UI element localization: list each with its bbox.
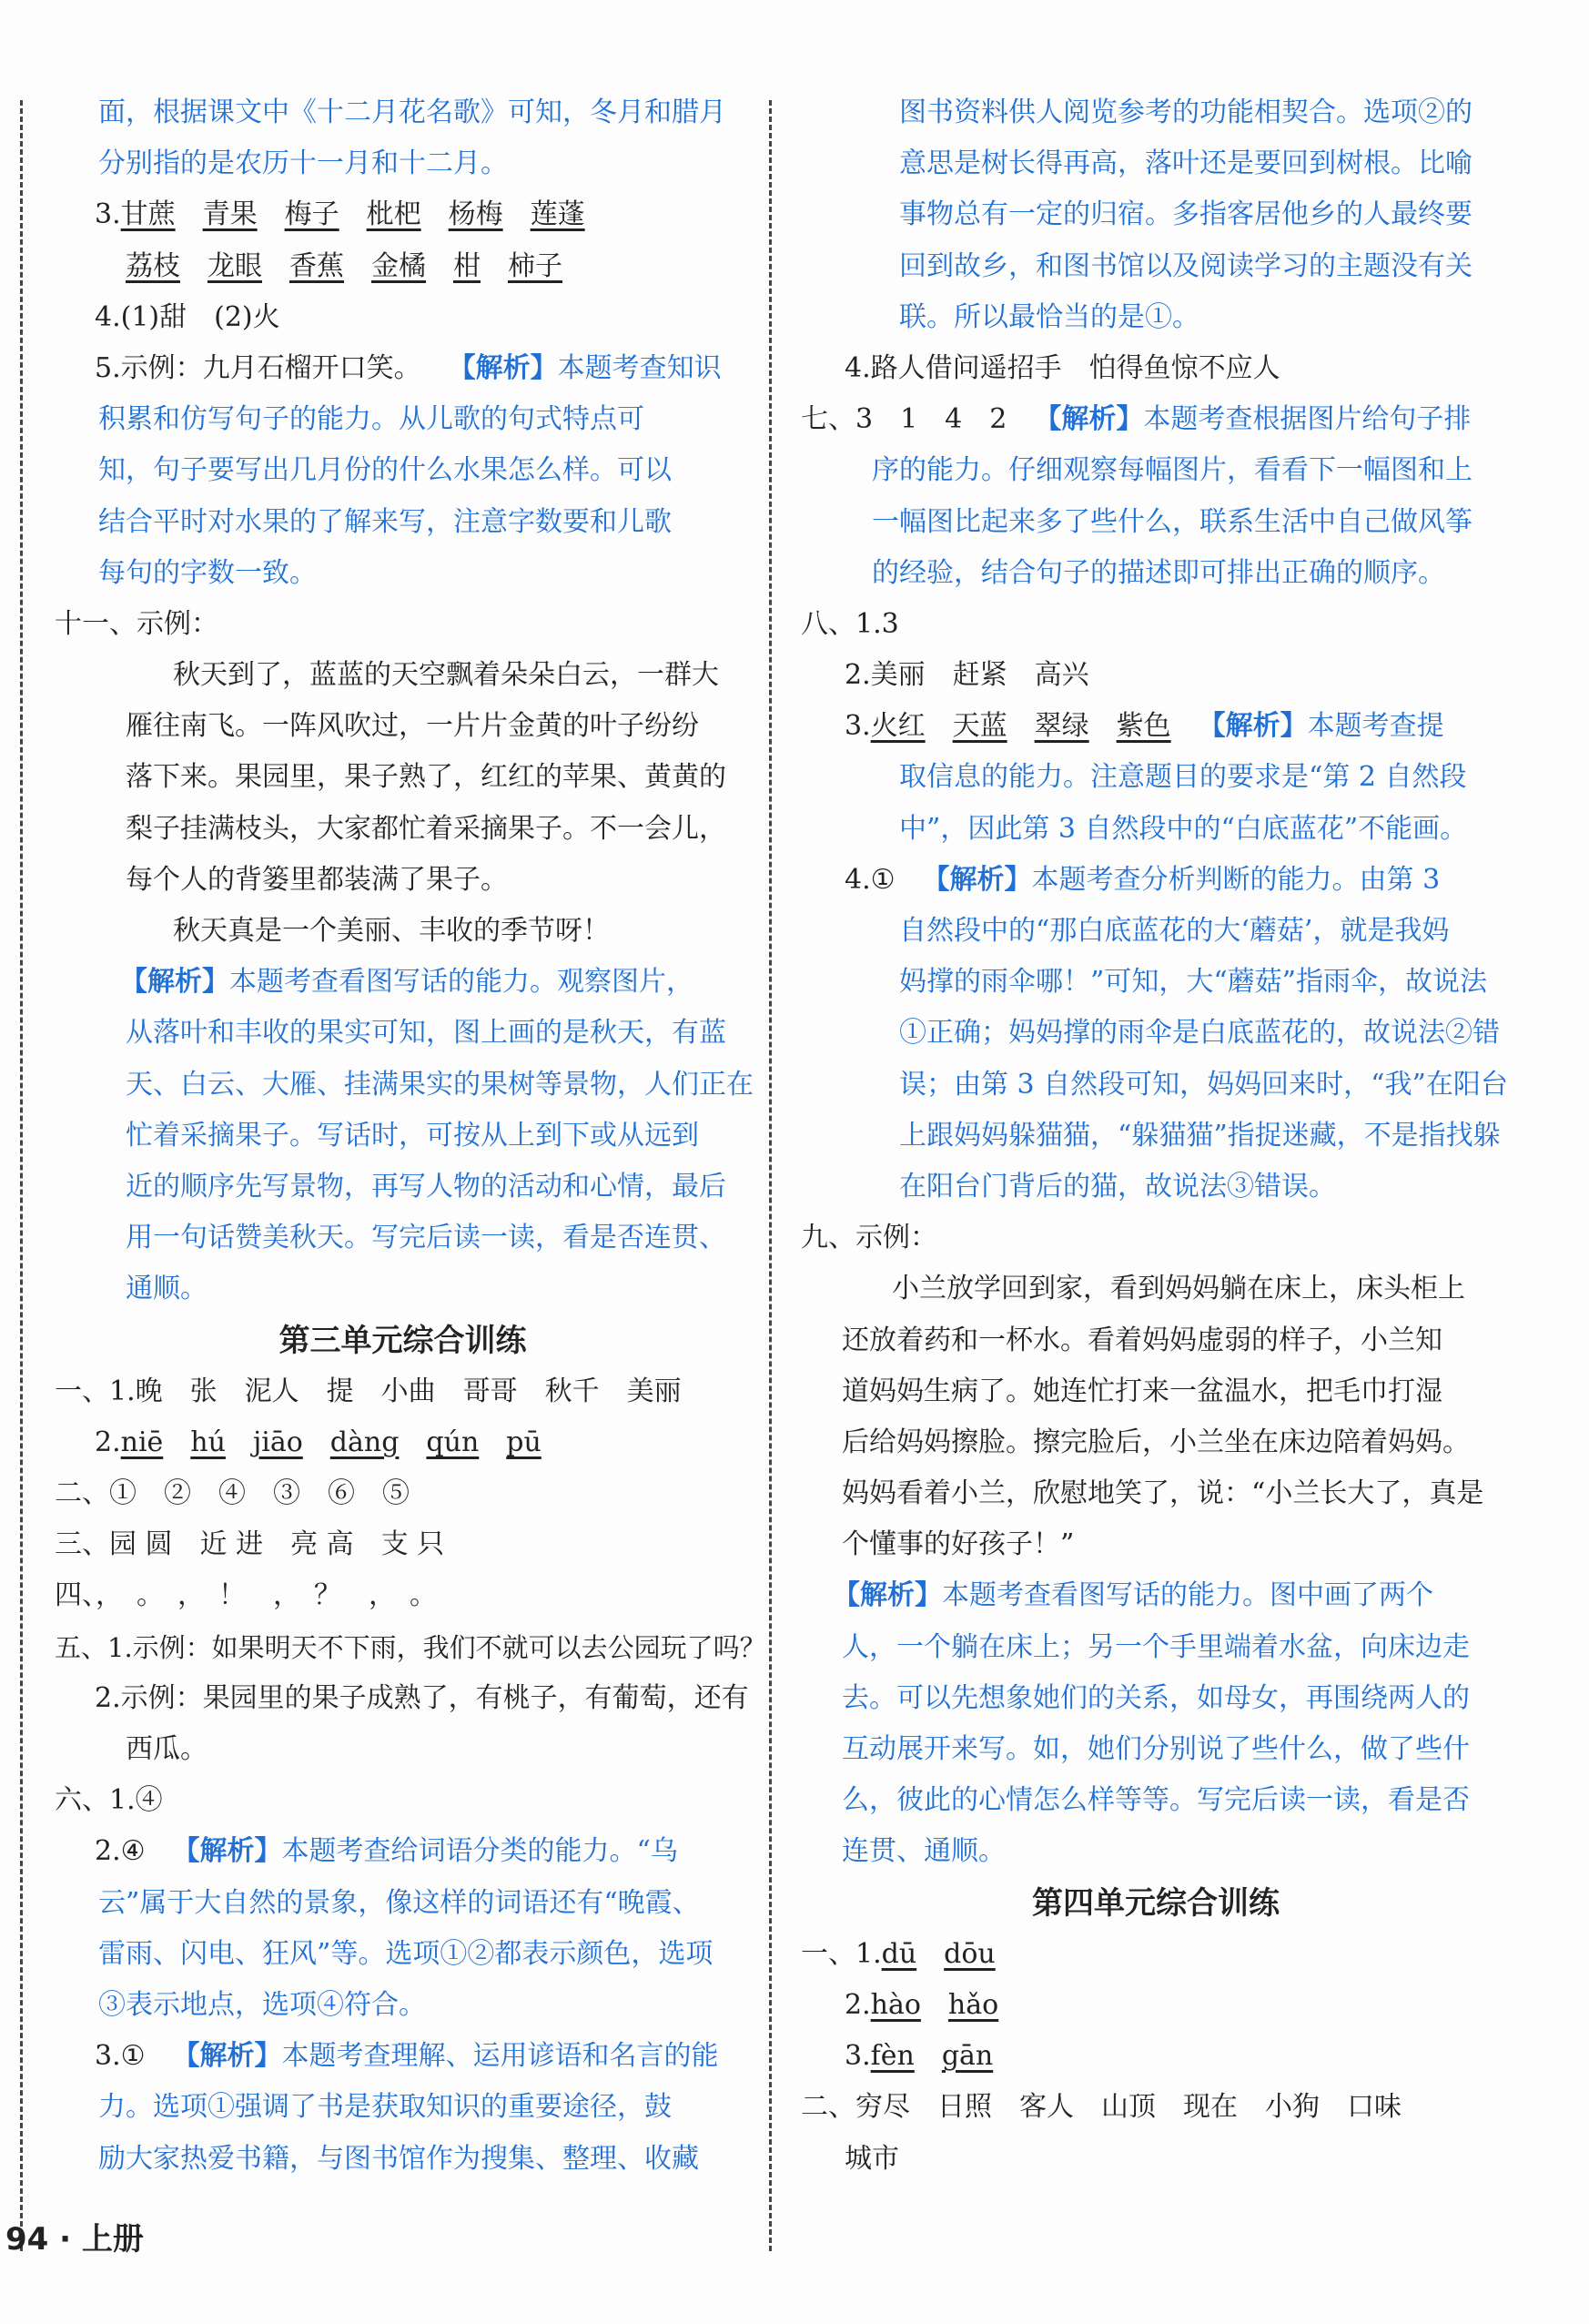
analysis-line: 中”，因此第 3 自然段中的“白底蓝花”不能画。 xyxy=(899,812,1468,845)
pinyin-word: niē xyxy=(120,1426,164,1458)
analysis-text: 本题考查给词语分类的能力。“乌 xyxy=(281,1835,678,1868)
analysis-line: 自然段中的“那白底蓝花的大‘蘑菇’，就是我妈 xyxy=(899,915,1450,947)
analysis-line: ①正确；妈妈撑的雨伞是白底蓝花的，故说法②错 xyxy=(899,1017,1500,1050)
q5-text: 5.示例：九月石榴开口笑。 xyxy=(95,351,421,384)
pinyin-word: dū xyxy=(881,1937,917,1970)
pinyin-word: dàng xyxy=(329,1426,400,1458)
fruits-row-1 xyxy=(55,189,751,240)
analysis-line: ③表示地点，选项④符合。 xyxy=(98,1988,426,2021)
q5-answer xyxy=(55,343,751,394)
essay-line: 个懂事的好孩子！” xyxy=(842,1528,1075,1561)
section-eight-4 xyxy=(801,855,1511,906)
poem-answer: 4.路人借问遥招手 怕得鱼惊不应人 xyxy=(845,351,1280,384)
analysis-line: 取信息的能力。注意题目的要求是“第 2 自然段 xyxy=(899,761,1467,794)
order-answer: 七、3 1 4 2 xyxy=(801,403,1007,436)
answer-number: 4.① xyxy=(845,863,896,896)
unit3-q6-2 xyxy=(55,1826,751,1877)
pinyin-word: jiāo xyxy=(252,1426,303,1458)
question-label: 3. xyxy=(845,710,871,743)
section-eleven-label: 十一、示例： xyxy=(55,607,218,640)
fruit-word: 青果 xyxy=(202,198,258,231)
analysis-line: 意思是树长得再高，落叶还是要回到树根。比喻 xyxy=(899,147,1473,180)
section-eight-1: 八、1.3 xyxy=(801,607,899,640)
analysis-line: 互动展开来写。如，她们分别说了些什么，做了些什 xyxy=(842,1733,1470,1765)
text-line: 分别指的是农历十一月和十二月。 xyxy=(98,147,508,180)
analysis-line: 回到故乡，和图书馆以及阅读学习的主题没有关 xyxy=(899,249,1473,282)
analysis-line: 励大家热爱书籍，与图书馆作为搜集、整理、收藏 xyxy=(98,2142,699,2175)
analysis-line: 么，彼此的心情怎么样等等。写完后读一读，看是否 xyxy=(842,1784,1470,1817)
analysis-text: 本题考查提 xyxy=(1307,710,1444,743)
question-label: 2. xyxy=(845,1988,871,2021)
color-word: 火红 xyxy=(870,710,926,743)
pinyin-row xyxy=(55,1417,751,1468)
analysis-line xyxy=(55,957,751,1008)
analysis-line: 云”属于大自然的景象，像这样的词语还有“晚霞、 xyxy=(98,1886,700,1919)
unit4-q1-3 xyxy=(801,2031,1511,2082)
analysis-text: 本题考查看图写话的能力。图中画了两个 xyxy=(942,1579,1433,1612)
fruit-word: 龙眼 xyxy=(207,249,262,282)
analysis-tag: 【解析】 xyxy=(1198,710,1308,743)
analysis-text: 本题考查分析判断的能力。由第 3 xyxy=(1031,863,1441,896)
essay-line: 雁往南飞。一阵风吹过，一片片金黄的叶子纷纷 xyxy=(126,710,699,743)
pinyin-word: hào xyxy=(870,1988,921,2021)
pinyin-word: qún xyxy=(426,1426,480,1458)
question-label: 2. xyxy=(95,1426,121,1458)
analysis-text: 本题考查根据图片给句子排 xyxy=(1143,403,1472,436)
analysis-line: 事物总有一定的归宿。多指客居他乡的人最终要 xyxy=(899,198,1473,231)
unit4-q2: 二、穷尽 日照 客人 山顶 现在 小狗 口味 xyxy=(801,2091,1402,2124)
analysis-tag: 【解析】 xyxy=(120,966,229,999)
analysis-tag: 【解析】 xyxy=(448,351,558,384)
unit3-q6-1: 六、1.④ xyxy=(55,1784,163,1817)
essay-line: 每个人的背篓里都装满了果子。 xyxy=(126,863,508,896)
analysis-line: 的经验，结合句子的描述即可排出正确的顺序。 xyxy=(872,556,1445,589)
answer-number: 2.④ xyxy=(95,1835,146,1868)
color-word: 天蓝 xyxy=(952,710,1007,743)
analysis-tag: 【解析】 xyxy=(172,1835,282,1868)
analysis-line xyxy=(801,1570,1511,1621)
fruit-word: 枇杷 xyxy=(366,198,421,231)
analysis-line: 妈撑的雨伞哪！”可知，大“蘑菇”指雨伞，故说法 xyxy=(899,966,1488,999)
pinyin-word: fèn xyxy=(870,2040,915,2073)
analysis-text: 本题考查理解、运用谚语和名言的能 xyxy=(281,2040,719,2073)
analysis-line: 用一句话赞美秋天。写完后读一读，看是否连贯、 xyxy=(126,1222,726,1254)
section-seven xyxy=(801,394,1511,445)
section-eight-2: 2.美丽 赶紧 高兴 xyxy=(845,659,1089,692)
analysis-line: 结合平时对水果的了解来写，注意字数要和儿歌 xyxy=(98,505,672,538)
analysis-line: 每句的字数一致。 xyxy=(98,556,317,589)
question-label: 3. xyxy=(845,2040,871,2073)
color-word: 翠绿 xyxy=(1034,710,1089,743)
analysis-line: 通顺。 xyxy=(126,1273,207,1305)
analysis-line: 雷雨、闪电、狂风”等。选项①②都表示颜色，选项 xyxy=(98,1937,714,1970)
analysis-line: 连贯、通顺。 xyxy=(842,1835,1006,1868)
analysis-tag: 【解析】 xyxy=(1034,403,1144,436)
unit3-q1: 一、1.晚 张 泥人 提 小曲 哥哥 秋千 美丽 xyxy=(55,1375,682,1407)
analysis-line: 知，句子要写出几月份的什么水果怎么样。可以 xyxy=(98,454,672,487)
fruit-word: 柑 xyxy=(453,249,481,282)
pinyin-word: hǎo xyxy=(947,1988,999,2021)
unit3-q4: 四、， 。 ， ！ ， ？ ， 。 xyxy=(55,1579,437,1612)
text-line: 面，根据课文中《十二月花名歌》可知，冬月和腊月 xyxy=(98,96,726,128)
analysis-line: 忙着采摘果子。写话时，可按从上到下或从远到 xyxy=(126,1119,699,1152)
answer-number: 3.① xyxy=(95,2040,146,2073)
section-eight-3 xyxy=(801,701,1511,752)
analysis-line: 积累和仿写句子的能力。从儿歌的句式特点可 xyxy=(98,403,644,436)
pinyin-word: gān xyxy=(941,2040,994,2073)
left-column xyxy=(55,87,766,2185)
pinyin-word: dōu xyxy=(944,1937,996,1970)
fruit-word: 杨梅 xyxy=(448,198,503,231)
analysis-tag: 【解析】 xyxy=(922,863,1032,896)
pinyin-word: hú xyxy=(190,1426,226,1458)
unit3-q5-1: 五、1.示例：如果明天不下雨，我们不就可以去公园玩了吗？ xyxy=(55,1631,766,1663)
essay-line: 小兰放学回到家，看到妈妈躺在床上，床头柜上 xyxy=(892,1273,1465,1305)
essay-line: 秋天到了，蓝蓝的天空飘着朵朵白云，一群大 xyxy=(173,659,719,692)
unit3-q5-2: 2.示例：果园里的果子成熟了，有桃子，有葡萄，还有 xyxy=(95,1681,749,1714)
page-footer: 94 · 上册 xyxy=(5,2221,144,2258)
analysis-line: 上跟妈妈躲猫猫，“躲猫猫”指捉迷藏，不是指找躲 xyxy=(899,1119,1501,1152)
left-margin-dashed-line xyxy=(20,100,23,2251)
unit-3-title: 第三单元综合训练 xyxy=(278,1322,527,1359)
fruit-word: 金橘 xyxy=(371,249,426,282)
unit3-q2: 二、① ② ④ ③ ⑥ ⑤ xyxy=(55,1477,410,1510)
section-prefix: 一、 xyxy=(801,1937,855,1970)
q4-answer: 4.(1)甜 (2)火 xyxy=(95,300,280,333)
essay-line: 妈妈看着小兰，欣慰地笑了，说：“小兰长大了，真是 xyxy=(842,1477,1484,1510)
fruit-word: 梅子 xyxy=(284,198,339,231)
analysis-line: 联。所以最恰当的是①。 xyxy=(899,300,1199,333)
essay-line: 秋天真是一个美丽、丰收的季节呀！ xyxy=(173,915,610,947)
analysis-tag: 【解析】 xyxy=(172,2040,282,2073)
unit3-q6-3 xyxy=(55,2031,751,2082)
analysis-line: 误；由第 3 自然段可知，妈妈回来时，“我”在阳台 xyxy=(899,1068,1508,1101)
analysis-line: 去。可以先想象她们的关系，如母女，再围绕两人的 xyxy=(842,1681,1470,1714)
unit3-q5-2-cont: 西瓜。 xyxy=(126,1733,207,1765)
fruit-word: 荔枝 xyxy=(126,249,180,282)
essay-line: 梨子挂满枝头，大家都忙着采摘果子。不一会儿， xyxy=(126,812,726,845)
analysis-line: 人，一个躺在床上；另一个手里端着水盆，向床边走 xyxy=(842,1630,1470,1663)
color-word: 紫色 xyxy=(1116,710,1171,743)
analysis-tag: 【解析】 xyxy=(833,1579,942,1612)
unit4-q2-cont: 城市 xyxy=(845,2142,899,2175)
unit-4-title: 第四单元综合训练 xyxy=(1032,1884,1280,1922)
essay-line: 还放着药和一杯水。看着妈妈虚弱的样子，小兰知 xyxy=(842,1324,1442,1356)
unit4-q1-2 xyxy=(801,1980,1511,2031)
analysis-text: 本题考查看图写话的能力。观察图片， xyxy=(229,966,693,999)
analysis-line: 力。选项①强调了书是获取知识的重要途径，鼓 xyxy=(98,2091,672,2124)
section-nine-label: 九、示例： xyxy=(801,1222,937,1254)
fruit-word: 莲蓬 xyxy=(530,198,585,231)
analysis-line: 从落叶和丰收的果实可知，图上画的是秋天，有蓝 xyxy=(126,1017,726,1050)
unit4-q1-1 xyxy=(801,1929,1511,1980)
essay-line: 落下来。果园里，果子熟了，红红的苹果、黄黄的 xyxy=(126,761,726,794)
fruits-row-2 xyxy=(55,241,751,292)
analysis-line: 图书资料供人阅览参考的功能相契合。选项②的 xyxy=(899,96,1473,128)
unit3-q3: 三、园 圆 近 进 亮 高 支 只 xyxy=(55,1528,445,1561)
pinyin-word: pū xyxy=(506,1426,541,1458)
question-label: 3. xyxy=(95,198,121,231)
fruit-word: 甘蔗 xyxy=(120,198,176,231)
essay-line: 道妈妈生病了。她连忙打来一盆温水，把毛巾打湿 xyxy=(842,1375,1442,1407)
analysis-line: 近的顺序先写景物，再写人物的活动和心情，最后 xyxy=(126,1170,726,1203)
analysis-text: 本题考查知识 xyxy=(557,351,722,384)
fruit-word: 柿子 xyxy=(508,249,562,282)
analysis-line: 天、白云、大雁、挂满果实的果树等景物，人们正在 xyxy=(126,1068,754,1101)
fruit-word: 香蕉 xyxy=(289,249,344,282)
question-label: 1. xyxy=(855,1937,882,1970)
analysis-line: 序的能力。仔细观察每幅图片，看看下一幅图和上 xyxy=(872,454,1473,487)
column-divider-dashed-line xyxy=(769,100,772,2251)
right-column xyxy=(801,87,1511,2185)
analysis-line: 在阳台门背后的猫，故说法③错误。 xyxy=(899,1170,1336,1203)
essay-line: 后给妈妈擦脸。擦完脸后，小兰坐在床边陪着妈妈。 xyxy=(842,1426,1470,1458)
analysis-line: 一幅图比起来多了些什么，联系生活中自己做风筝 xyxy=(872,505,1473,538)
